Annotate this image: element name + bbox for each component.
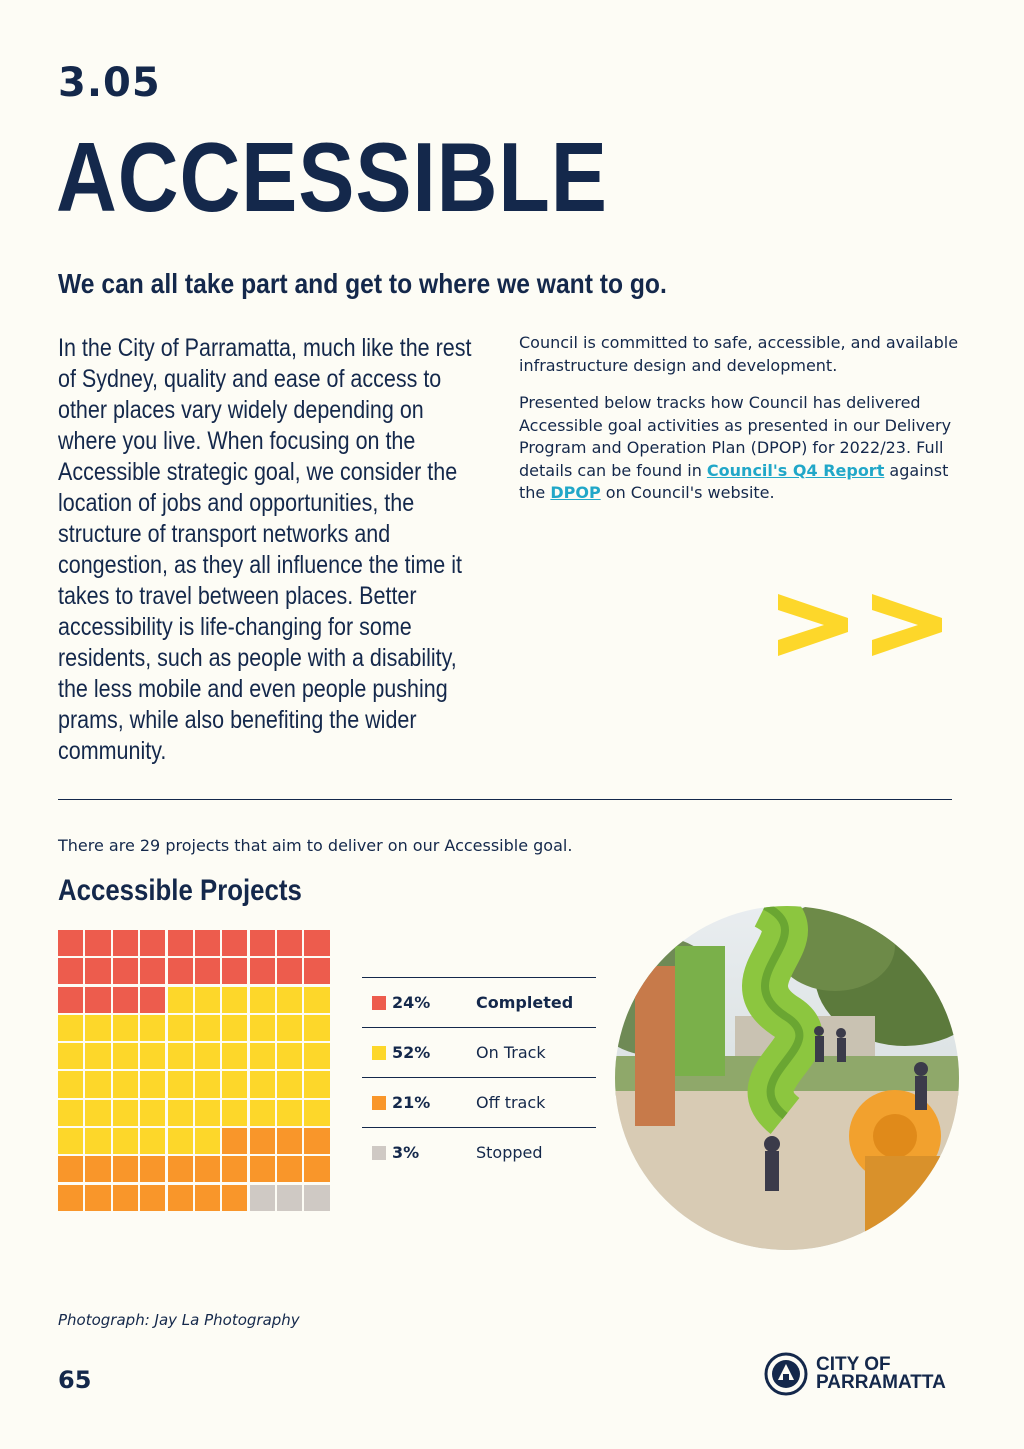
waffle-cell-on-track: [168, 987, 193, 1013]
waffle-cell-completed: [113, 930, 138, 956]
waffle-cell-off-track: [250, 1156, 275, 1182]
waffle-cell-off-track: [277, 1156, 302, 1182]
dpop-link[interactable]: DPOP: [550, 483, 601, 502]
waffle-cell-on-track: [222, 1043, 247, 1069]
chart-legend: [362, 977, 596, 1177]
waffle-cell-completed: [85, 930, 110, 956]
waffle-cell-on-track: [85, 1100, 110, 1126]
tracking-text-middle: against the: [519, 460, 949, 502]
legend-row: [362, 1078, 596, 1128]
waffle-cell-off-track: [85, 1156, 110, 1182]
waffle-cell-on-track: [195, 1043, 220, 1069]
waffle-cell-completed: [277, 930, 302, 956]
waffle-cell-on-track: [195, 1015, 220, 1041]
logo-text: [816, 1356, 946, 1392]
waffle-cell-off-track: [168, 1185, 193, 1211]
waffle-cell-on-track: [113, 1043, 138, 1069]
waffle-cell-on-track: [140, 1100, 165, 1126]
page-subtitle: We can all take part and get to where we want to go.: [58, 268, 667, 299]
waffle-cell-completed: [195, 930, 220, 956]
waffle-cell-on-track: [58, 1100, 83, 1126]
legend-label: Off track: [476, 1093, 546, 1112]
waffle-cell-off-track: [222, 1156, 247, 1182]
legend-percent: 21%: [392, 1093, 431, 1112]
legend-percent: 24%: [392, 993, 431, 1012]
waffle-cell-completed: [140, 987, 165, 1013]
page-title: ACCESSIBLE: [56, 122, 608, 232]
waffle-cell-completed: [277, 958, 302, 984]
legend-percent: 3%: [392, 1143, 420, 1162]
waffle-cell-off-track: [113, 1156, 138, 1182]
waffle-cell-on-track: [277, 1015, 302, 1041]
waffle-cell-on-track: [304, 1100, 329, 1126]
right-column: [519, 332, 959, 520]
waffle-cell-on-track: [140, 1071, 165, 1097]
waffle-cell-on-track: [195, 1128, 220, 1154]
waffle-cell-on-track: [277, 987, 302, 1013]
legend-row: [362, 1028, 596, 1078]
waffle-cell-on-track: [58, 1128, 83, 1154]
waffle-cell-on-track: [195, 1071, 220, 1097]
waffle-cell-off-track: [85, 1185, 110, 1211]
waffle-cell-completed: [250, 930, 275, 956]
legend-swatch: [372, 996, 386, 1010]
legend-row: [362, 978, 596, 1028]
waffle-cell-on-track: [304, 987, 329, 1013]
tracking-text-end: on Council's website.: [600, 483, 775, 502]
waffle-cell-stopped: [304, 1185, 329, 1211]
waffle-cell-on-track: [85, 1071, 110, 1097]
page-number: 65: [58, 1366, 92, 1394]
waffle-cell-completed: [58, 987, 83, 1013]
waffle-cell-off-track: [58, 1185, 83, 1211]
waffle-cell-on-track: [58, 1043, 83, 1069]
waffle-cell-on-track: [250, 1071, 275, 1097]
waffle-cell-on-track: [222, 1071, 247, 1097]
waffle-cell-completed: [250, 958, 275, 984]
waffle-cell-completed: [168, 958, 193, 984]
projects-count-text: There are 29 projects that aim to deliver on our Accessible goal.: [58, 836, 573, 855]
waffle-cell-completed: [58, 958, 83, 984]
waffle-cell-completed: [168, 930, 193, 956]
legend-label: Completed: [476, 993, 574, 1012]
logo-line-1: CITY OF: [816, 1354, 891, 1375]
legend-percent: 52%: [392, 1043, 431, 1062]
playground-photo: [615, 906, 959, 1250]
waffle-cell-off-track: [195, 1185, 220, 1211]
waffle-cell-stopped: [277, 1185, 302, 1211]
waffle-cell-on-track: [222, 987, 247, 1013]
waffle-cell-on-track: [304, 1015, 329, 1041]
waffle-cell-completed: [222, 958, 247, 984]
waffle-cell-off-track: [168, 1156, 193, 1182]
waffle-cell-off-track: [304, 1156, 329, 1182]
waffle-cell-on-track: [304, 1071, 329, 1097]
legend-label: On Track: [476, 1043, 546, 1062]
waffle-cell-on-track: [277, 1100, 302, 1126]
photo-credit: Photograph: Jay La Photography: [58, 1311, 300, 1329]
waffle-cell-off-track: [222, 1128, 247, 1154]
waffle-cell-completed: [195, 958, 220, 984]
waffle-cell-on-track: [168, 1043, 193, 1069]
waffle-cell-completed: [113, 958, 138, 984]
waffle-cell-completed: [304, 958, 329, 984]
waffle-cell-on-track: [58, 1015, 83, 1041]
waffle-cell-on-track: [250, 1015, 275, 1041]
waffle-cell-completed: [140, 930, 165, 956]
waffle-cell-on-track: [85, 1015, 110, 1041]
waffle-cell-on-track: [85, 1043, 110, 1069]
q4-report-link[interactable]: Council's Q4 Report: [706, 460, 885, 480]
logo-line-2: PARRAMATTA: [816, 1372, 946, 1393]
waffle-cell-on-track: [140, 1043, 165, 1069]
waffle-cell-on-track: [277, 1043, 302, 1069]
waffle-cell-completed: [58, 930, 83, 956]
legend-label: Stopped: [476, 1143, 543, 1162]
legend-swatch: [372, 1096, 386, 1110]
commitment-paragraph: Council is committed to safe, accessible, and available infrastructure design and development.: [519, 333, 959, 375]
waffle-cell-off-track: [277, 1128, 302, 1154]
waffle-cell-completed: [85, 958, 110, 984]
tracking-text-start: Presented below tracks how Council has delivered Accessible goal activities as presented in our Delivery Program and Operation Plan (DPOP) for 2022/23. Full details can be found in: [519, 393, 952, 480]
waffle-cell-on-track: [250, 1043, 275, 1069]
waffle-cell-on-track: [195, 1100, 220, 1126]
waffle-cell-on-track: [113, 1100, 138, 1126]
waffle-cell-on-track: [250, 987, 275, 1013]
section-number: 3.05: [58, 60, 161, 106]
waffle-cell-on-track: [140, 1015, 165, 1041]
waffle-cell-on-track: [113, 1128, 138, 1154]
waffle-cell-completed: [113, 987, 138, 1013]
waffle-cell-stopped: [250, 1185, 275, 1211]
city-crest-icon: [764, 1352, 808, 1396]
waffle-cell-off-track: [140, 1185, 165, 1211]
waffle-cell-on-track: [168, 1071, 193, 1097]
waffle-cell-on-track: [277, 1071, 302, 1097]
waffle-cell-on-track: [168, 1128, 193, 1154]
waffle-cell-on-track: [222, 1015, 247, 1041]
waffle-cell-completed: [304, 930, 329, 956]
intro-paragraph: In the City of Parramatta, much like the rest of Sydney, quality and ease of access to other places vary widely depending on where you live. When focusing on the Accessible strategic goal, we consider the location of jobs and opportunities, the structure of transport networks and congestion, as they all influence the time it takes to travel between places. Better accessibility is life-changing for some residents, such as people with a disability, the less mobile and even people pushing prams, while also benefiting the wider community.: [58, 334, 472, 765]
city-logo: [764, 1352, 946, 1396]
waffle-cell-off-track: [195, 1156, 220, 1182]
waffle-cell-off-track: [250, 1128, 275, 1154]
double-chevron-icon: [778, 590, 954, 660]
legend-swatch: [372, 1046, 386, 1060]
waffle-cell-completed: [85, 987, 110, 1013]
waffle-cell-on-track: [250, 1100, 275, 1126]
waffle-cell-completed: [140, 958, 165, 984]
waffle-cell-on-track: [58, 1071, 83, 1097]
legend-swatch: [372, 1146, 386, 1160]
waffle-cell-completed: [222, 930, 247, 956]
section-divider: [58, 799, 952, 800]
legend-row: [362, 1128, 596, 1177]
waffle-cell-on-track: [113, 1015, 138, 1041]
waffle-cell-on-track: [113, 1071, 138, 1097]
waffle-cell-on-track: [304, 1043, 329, 1069]
waffle-cell-on-track: [195, 987, 220, 1013]
waffle-cell-off-track: [140, 1156, 165, 1182]
waffle-cell-on-track: [140, 1128, 165, 1154]
waffle-cell-on-track: [168, 1100, 193, 1126]
waffle-cell-on-track: [85, 1128, 110, 1154]
waffle-cell-off-track: [304, 1128, 329, 1154]
waffle-cell-on-track: [222, 1100, 247, 1126]
waffle-cell-on-track: [168, 1015, 193, 1041]
waffle-cell-off-track: [58, 1156, 83, 1182]
waffle-cell-off-track: [113, 1185, 138, 1211]
waffle-chart: [58, 930, 334, 1224]
waffle-cell-off-track: [222, 1185, 247, 1211]
projects-heading: Accessible Projects: [58, 874, 302, 907]
tracking-paragraph: [519, 392, 959, 505]
